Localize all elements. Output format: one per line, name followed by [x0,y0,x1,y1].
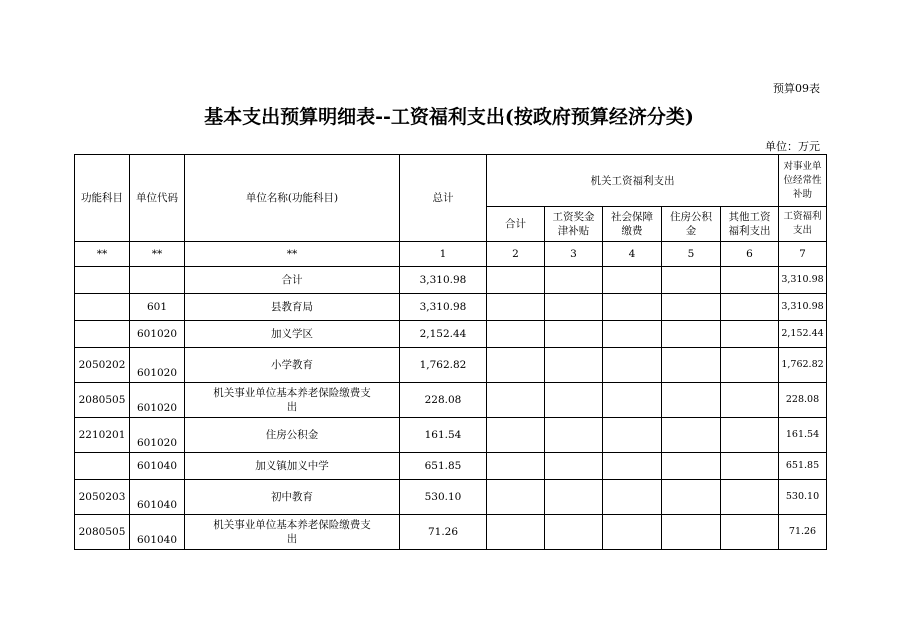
cell-name: 合计 [185,267,400,294]
cell-empty [662,294,721,321]
cell-empty [545,515,603,550]
cell-empty [603,418,662,453]
cell-code: 601020 [130,383,185,418]
cell-empty [545,267,603,294]
table-row [75,515,827,550]
cell-empty [721,480,779,515]
header-wage-line2: 津补贴 [557,225,590,237]
page-title: 基本支出预算明细表--工资福利支出(按政府预算经济分类) [204,106,694,128]
cell-empty [545,348,603,383]
cell-empty [487,453,545,480]
index-cell: 5 [662,242,721,267]
cell-code: 601040 [130,480,185,515]
table-row [75,267,827,294]
header-sub-total: 合计 [487,207,545,242]
index-cell: 2 [487,242,545,267]
cell-subsidy: 71.26 [779,515,827,550]
cell-name [185,515,400,550]
cell-total: 530.10 [400,480,487,515]
cell-empty [487,418,545,453]
cell-empty [487,515,545,550]
cell-empty [662,480,721,515]
cell-func [75,294,130,321]
cell-func [75,321,130,348]
cell-empty [721,321,779,348]
header-wage-line1: 工资奖金 [552,211,595,223]
cell-empty [603,267,662,294]
cell-empty [487,348,545,383]
cell-empty [545,383,603,418]
cell-empty [545,294,603,321]
cell-name-line1: 机关事业单位基本养老保险缴费支 [213,519,371,531]
cell-subsidy: 3,310.98 [779,267,827,294]
cell-empty [545,453,603,480]
cell-name-line2: 出 [286,533,298,545]
cell-name: 小学教育 [185,348,400,383]
header-subsidy [779,155,827,207]
form-number: 预算09表 [773,82,820,95]
cell-code: 601040 [130,453,185,480]
cell-func [75,453,130,480]
cell-empty [487,321,545,348]
index-cell: 6 [721,242,779,267]
cell-subsidy: 228.08 [779,383,827,418]
header-other [721,207,779,242]
header-social-line2: 缴费 [621,225,643,237]
cell-empty [662,348,721,383]
cell-empty [721,294,779,321]
cell-subsidy: 3,310.98 [779,294,827,321]
cell-name: 加义学区 [185,321,400,348]
cell-empty [603,453,662,480]
cell-empty [662,418,721,453]
header-row-1 [75,155,827,207]
cell-empty [721,267,779,294]
table-row [75,480,827,515]
cell-code [130,267,185,294]
header-subsidy-line3: 补助 [793,188,813,200]
cell-total: 651.85 [400,453,487,480]
header-welfare [779,207,827,242]
cell-name-line2: 出 [286,401,298,413]
cell-empty [721,383,779,418]
cell-empty [603,383,662,418]
cell-total: 161.54 [400,418,487,453]
table-row [75,418,827,453]
cell-total: 3,310.98 [400,267,487,294]
cell-name: 初中教育 [185,480,400,515]
table-row [75,321,827,348]
unit-label: 单位：万元 [765,140,820,153]
cell-empty [487,294,545,321]
cell-empty [662,515,721,550]
cell-total: 71.26 [400,515,487,550]
cell-code: 601020 [130,321,185,348]
header-unit-code: 单位代码 [130,155,185,242]
cell-name-line1: 机关事业单位基本养老保险缴费支 [213,387,371,399]
header-social-line1: 社会保障 [611,211,653,223]
index-row [75,242,827,267]
header-other-line2: 福利支出 [728,225,771,237]
cell-name: 加义镇加义中学 [185,453,400,480]
cell-empty [545,480,603,515]
header-unit-name: 单位名称(功能科目) [185,155,400,242]
cell-subsidy: 161.54 [779,418,827,453]
header-func-subject: 功能科目 [75,155,130,242]
header-housing [662,207,721,242]
cell-code: 601020 [130,418,185,453]
table-row [75,383,827,418]
table-row [75,294,827,321]
cell-empty [721,453,779,480]
header-subsidy-line2: 位经常性 [783,174,822,186]
cell-subsidy: 2,152.44 [779,321,827,348]
cell-subsidy: 651.85 [779,453,827,480]
header-total: 总计 [400,155,487,242]
cell-empty [603,348,662,383]
cell-code: 601020 [130,348,185,383]
cell-empty [487,480,545,515]
cell-empty [545,321,603,348]
header-welfare-line1: 工资福利 [783,211,822,222]
header-group-welfare: 机关工资福利支出 [487,155,779,207]
header-social [603,207,662,242]
header-housing-line2: 金 [685,225,697,237]
cell-empty [487,383,545,418]
cell-name: 住房公积金 [185,418,400,453]
cell-empty [662,267,721,294]
cell-empty [662,453,721,480]
cell-total: 228.08 [400,383,487,418]
cell-empty [603,480,662,515]
cell-func [75,267,130,294]
index-cell: ** [75,242,130,267]
cell-subsidy: 1,762.82 [779,348,827,383]
index-cell: ** [185,242,400,267]
cell-empty [662,321,721,348]
index-cell: 3 [545,242,603,267]
cell-total: 2,152.44 [400,321,487,348]
cell-total: 1,762.82 [400,348,487,383]
header-other-line1: 其他工资 [728,211,771,223]
cell-empty [487,267,545,294]
cell-empty [721,348,779,383]
cell-func: 2210201 [75,418,130,453]
cell-empty [662,383,721,418]
header-housing-line1: 住房公积 [670,211,712,223]
cell-code: 601 [130,294,185,321]
header-wage [545,207,603,242]
cell-name [185,383,400,418]
cell-empty [603,321,662,348]
cell-empty [545,418,603,453]
header-welfare-line2: 支出 [793,225,813,236]
cell-subsidy: 530.10 [779,480,827,515]
cell-empty [721,515,779,550]
cell-name: 县教育局 [185,294,400,321]
cell-func: 2050202 [75,348,130,383]
index-cell: 1 [400,242,487,267]
cell-empty [603,515,662,550]
table-row [75,348,827,383]
cell-empty [603,294,662,321]
cell-func: 2080505 [75,515,130,550]
budget-table [74,154,827,550]
cell-code: 601040 [130,515,185,550]
index-cell: 7 [779,242,827,267]
header-subsidy-line1: 对事业单 [783,160,822,172]
cell-total: 3,310.98 [400,294,487,321]
cell-func: 2050203 [75,480,130,515]
cell-func: 2080505 [75,383,130,418]
table-row [75,453,827,480]
index-cell: ** [130,242,185,267]
cell-empty [721,418,779,453]
index-cell: 4 [603,242,662,267]
